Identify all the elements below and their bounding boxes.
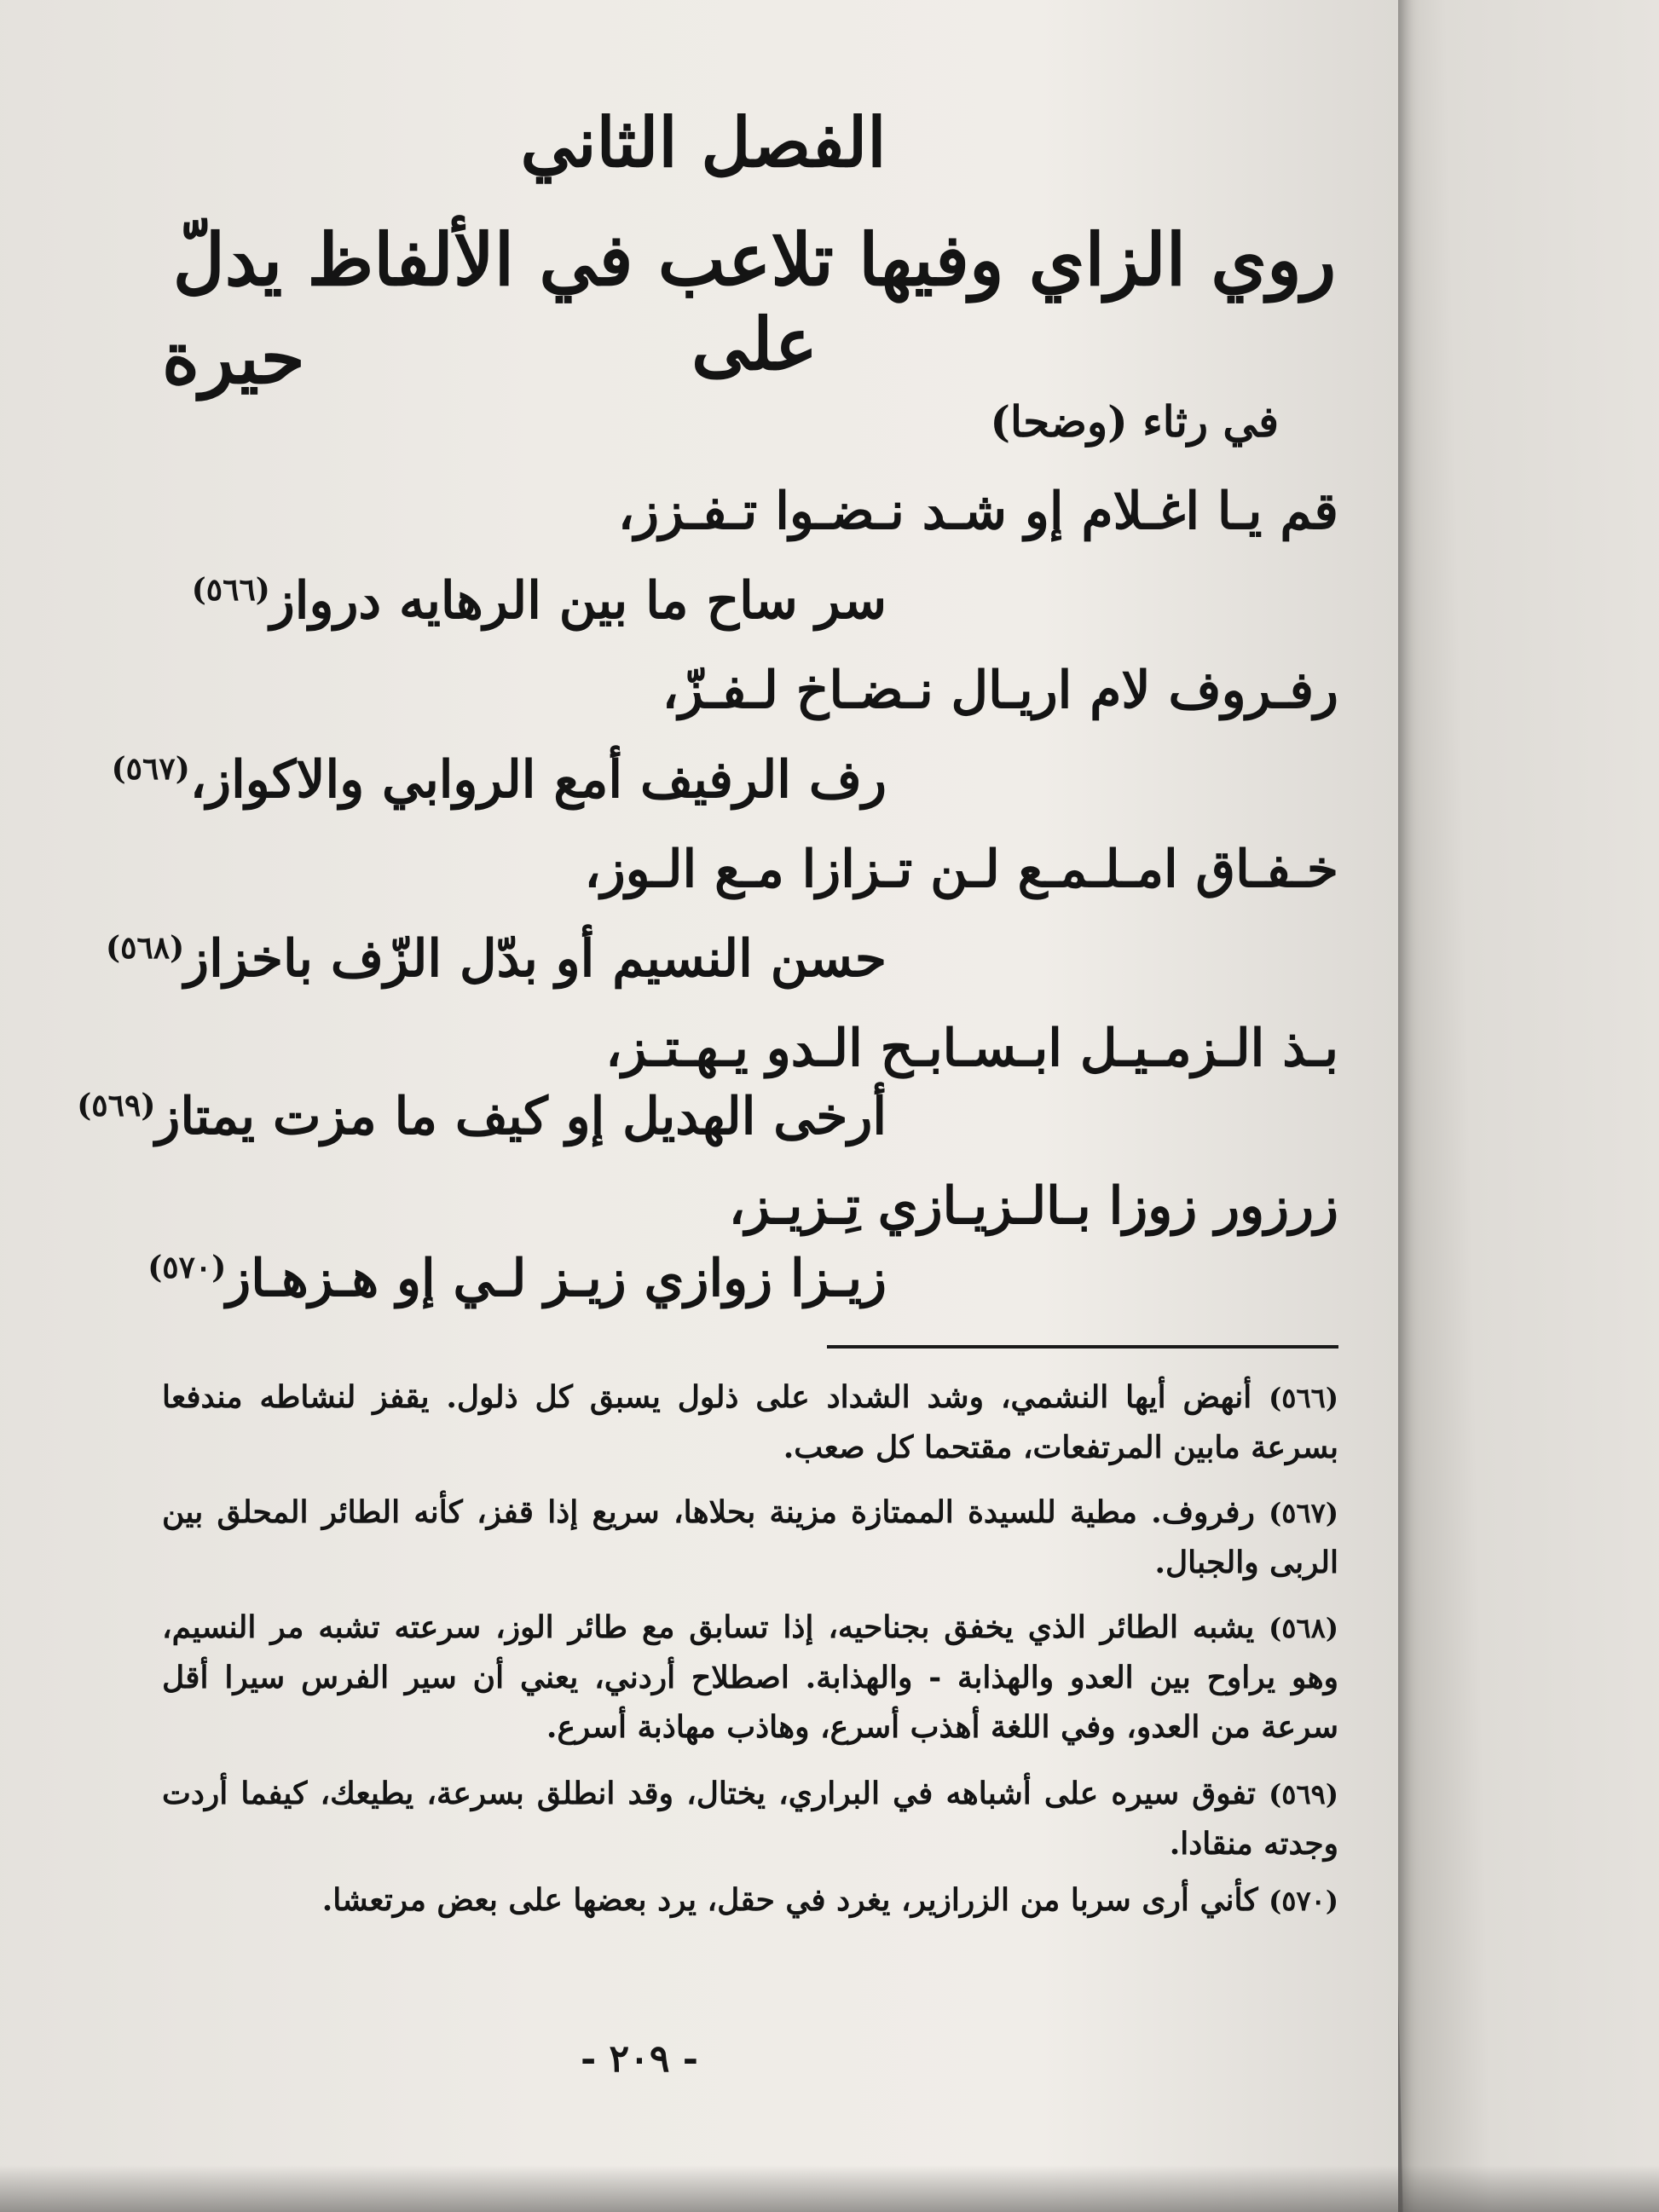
footnote-number: (٥٦٦) <box>1269 1382 1338 1414</box>
footnote <box>162 1875 1338 1926</box>
verse-text: أرخى الهديل إو كيف ما مزت يمتاز <box>155 1087 887 1146</box>
verse-line <box>106 929 887 989</box>
footnote-number: (٥٧٠) <box>1269 1885 1338 1917</box>
verse-text: حسن النسيم أو بدّل الزّف باخزاز <box>184 929 887 989</box>
footnote-separator <box>827 1345 1338 1349</box>
verse-text: بـذ الـزمـيـل ابـسـابـح الـدو يـهـتـز، <box>605 1019 1338 1078</box>
verse-line <box>77 1087 887 1146</box>
footnote-text: أنهض أيها النشمي، وشد الشداد على ذلول يسبق كل ذلول. يقفز لنشاطه مندفعا بسرعة مابين المرتفعات، مقتحما كل صعب. <box>162 1379 1338 1465</box>
verse-line <box>112 750 887 810</box>
page-content <box>77 94 1338 2122</box>
verse-line <box>729 1176 1338 1236</box>
verse-line <box>618 482 1338 541</box>
page-shadow <box>0 2165 1659 2212</box>
verse-text: خـفـاق امـلـمـع لـن تـزازا مـع الـوز، <box>584 840 1338 899</box>
chapter-subtitle-line-1: روي الزاي وفيها تلاعب في الألفاظ يدلّ على <box>172 217 1337 386</box>
footnote-number: (٥٦٧) <box>1269 1497 1338 1529</box>
verse-line <box>662 661 1338 720</box>
chapter-subtitle-line-2: حيرة <box>162 315 305 400</box>
adjacent-page <box>1356 0 1659 2212</box>
verse-line <box>584 840 1338 899</box>
footnote-text: يشبه الطائر الذي يخفق بجناحيه، إذا تسابق مع طائر الوز، سرعته تشبه مر النسيم، وهو يراوح بين العدو والهذابة - والهذابة. اصطلاح أردني، يعني أن سير الفرس سيرا أقل سرعة من العدو، وفي اللغة أهذب أسرع، وهاذب مهاذبة أسرع. <box>162 1609 1338 1745</box>
verse-text: قم يـا اغـلام إو شـد نـضـوا تـفـزز، <box>617 482 1338 541</box>
verse-number: (٥٧٠) <box>147 1250 227 1285</box>
page-number: - ٢٠٩ - <box>580 2037 699 2081</box>
footnote-text: كأني أرى سربا من الزرازير، يغرد في حقل، يرد بعضها على بعض مرتعشا. <box>321 1882 1258 1918</box>
verse-number: (٥٦٨) <box>106 930 185 966</box>
verse-number: (٥٦٦) <box>191 572 270 608</box>
footnote-number: (٥٦٩) <box>1269 1778 1338 1811</box>
verse-line <box>605 1019 1338 1078</box>
verse-line <box>192 571 887 631</box>
footnote-text: تفوق سيره على أشباهه في البراري، يختال، وقد انطلق بسرعة، يطيعك، كيفما أردت وجدته منقادا. <box>162 1776 1338 1862</box>
verse-line <box>147 1249 887 1308</box>
footnote <box>162 1372 1338 1472</box>
footnote-number: (٥٦٨) <box>1269 1612 1338 1644</box>
verse-number: (٥٦٧) <box>111 751 190 787</box>
verse-text: رف الرفيف أمع الروابي والاكواز، <box>189 750 887 810</box>
verse-text: زرزور زوزا بـالـزيـازي تِـزيـز، <box>728 1176 1338 1236</box>
footnote <box>162 1769 1338 1868</box>
footnote <box>162 1603 1338 1752</box>
footnote-text: رفروف. مطية للسيدة الممتازة مزينة بحلاها، سريع إذا قفز، كأنه الطائر المحلق بين الربى والجبال. <box>162 1494 1338 1580</box>
footnote <box>162 1487 1338 1587</box>
chapter-title: الفصل الثاني <box>520 102 887 182</box>
verse-number: (٥٦٩) <box>77 1088 156 1123</box>
verse-text: سر ساح ما بين الرهايه درواز <box>269 571 887 631</box>
verse-text: زيـزا زوازي زيـز لـي إو هـزهـاز <box>226 1249 887 1308</box>
poem-occasion-label: في رثاء (وضحا) <box>990 396 1279 447</box>
verse-text: رفـروف لام اريـال نـضـاخ لـفـزّ، <box>662 661 1338 720</box>
